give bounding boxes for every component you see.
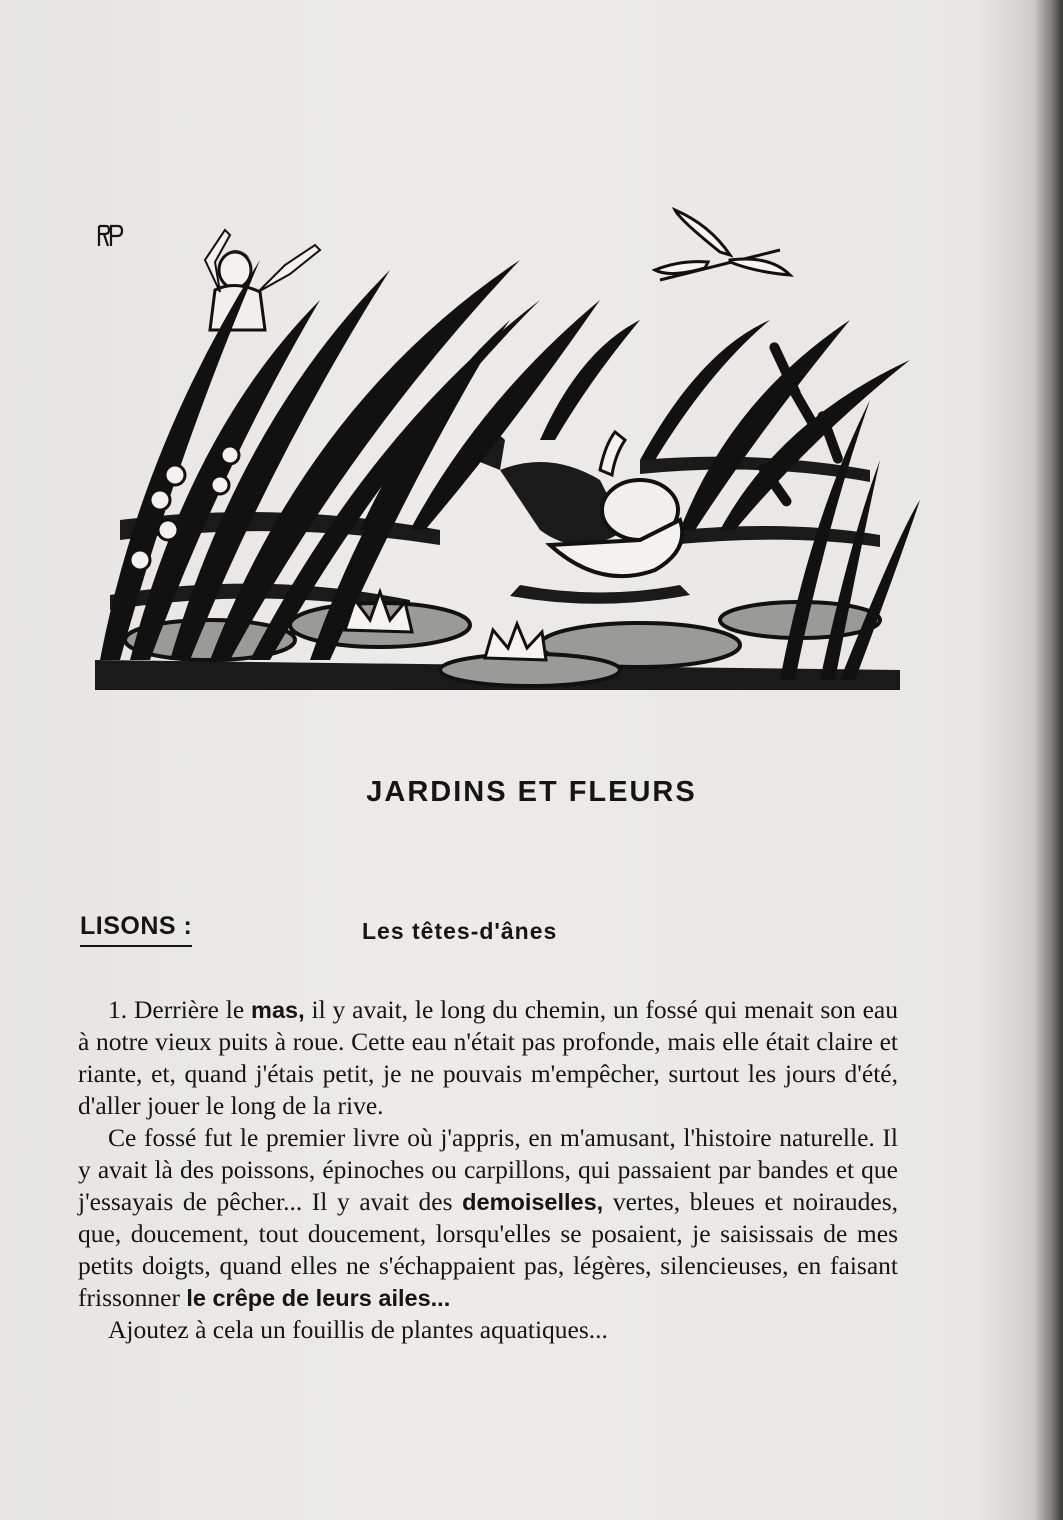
reading-passage xyxy=(78,994,898,1346)
paragraph-1 xyxy=(78,994,898,1122)
book-binding-edge xyxy=(1035,0,1063,1520)
lesson-title: Les têtes-d'ânes xyxy=(362,918,558,944)
text-run: Ajoutez à cela un fouillis de plantes aquatiques... xyxy=(108,1315,608,1344)
paragraph-3 xyxy=(78,1314,898,1346)
text-run: il y avait, le long du chemin, un fossé qui menait son eau à notre vieux puits à roue. Cette eau n'était pas profonde, mais elle était claire et riante, et, quand j'étais petit, je ne pouvais m'empêcher, surtout les jours d'été, d'aller jouer le long de la rive. xyxy=(78,995,898,1120)
bold-term: mas, xyxy=(251,997,305,1023)
section-label: LISONS : xyxy=(80,912,192,947)
bold-term: le crêpe de leurs ailes... xyxy=(186,1285,451,1311)
bold-term: demoiselles, xyxy=(462,1189,604,1215)
reeds-pond-illustration-icon xyxy=(80,200,920,700)
chapter-title: JARDINS ET FLEURS xyxy=(366,776,697,808)
text-run: vertes, bleues et noiraudes, que, doucement, tout doucement, lorsqu'elles se posaient, je saisissais de mes petits doigts, quand elles ne s'échappaient pas, légères, silencieuses, en faisant frissonner xyxy=(78,1187,898,1312)
paragraph-2 xyxy=(78,1122,898,1314)
text-run: Ce fossé fut le premier livre où j'appris, en m'amusant, l'histoire naturelle. Il y avait là des poissons, épinoches ou carpillons, qui passaient par bandes et que j'essayais de pêcher... Il y avait des xyxy=(78,1123,898,1216)
text-run: 1. Derrière le xyxy=(108,995,252,1024)
